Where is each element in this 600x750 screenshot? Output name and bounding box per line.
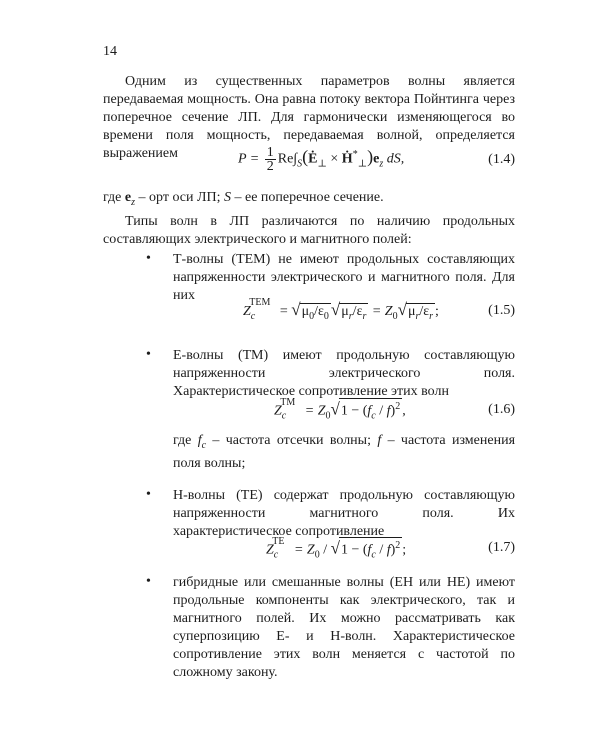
bullet-marker-2: • (146, 347, 151, 362)
eq4-over: / (375, 542, 387, 558)
equation-1-5 (243, 297, 439, 325)
page-number: 14 (103, 44, 117, 59)
eq2-radical1: √ (291, 300, 301, 319)
eq2-sub-c: c (250, 310, 256, 322)
eq1-times: × (326, 151, 342, 167)
note-cutoff-frequency (173, 432, 515, 473)
paragraph-where-ez (103, 189, 515, 212)
eq1-frac-num: 1 (266, 145, 274, 160)
eq1-h-vec: Ḣ (341, 151, 353, 167)
eq2-eq-mid: = Z (368, 304, 393, 319)
eq1-ez: e (373, 151, 380, 167)
eq3-sup: TM (280, 397, 296, 408)
eq4-z: Z (266, 542, 274, 558)
eq4-eq: = Z (290, 542, 315, 558)
eq4-z0-sub: 0 (314, 549, 320, 561)
eq2-z: Z (243, 304, 251, 319)
n1-fc: f (197, 433, 202, 448)
n1-f: f (377, 433, 382, 448)
eq2-z0-sub: 0 (392, 310, 398, 322)
eq2-radical3: √ (397, 300, 407, 319)
equation-number-1-7: (1.7) (488, 540, 515, 555)
p2-prefix: где (103, 190, 122, 205)
eq4-sub-c: c (273, 549, 279, 561)
paragraph-wave-types: Типы волн в ЛП различаются по наличию продольных составляющих электрического и магнитного полей: (103, 214, 515, 247)
equation-1-7 (266, 537, 406, 563)
eq4-fc-sub: c (371, 549, 376, 561)
eq2-eps0-sub: 0 (323, 310, 329, 322)
p2-ez: e (124, 190, 132, 205)
eq2-mur-sub: r (348, 310, 353, 322)
eq2-mu0: μ (301, 304, 310, 319)
eq4-radical: √ (330, 538, 340, 558)
eq2-sqrt1 (300, 303, 331, 325)
p2-rest: – ее поперечное сечение. (231, 190, 384, 205)
eq2-slash1: / (314, 304, 319, 319)
bullet-te: Н-волны (ТЕ) содержат продольную составляющую напряженности магнитного поля. Их характеристическое сопротивление (173, 488, 515, 539)
eq3-closep: ) (390, 403, 396, 419)
eq3-z0-sub: 0 (325, 410, 331, 422)
eq2-sqrt2 (339, 303, 368, 325)
eq3-f: f (386, 403, 391, 419)
eq4-slash: / (319, 542, 331, 558)
eq1-open: ( (302, 146, 309, 167)
eq1-half-fraction (265, 146, 276, 173)
eq1-frac-den: 2 (266, 159, 274, 174)
bullet-tm: Е-волны (ТМ) имеют продольную составляющую напряженности электрического поля. Характеристическое сопротивление этих волн (173, 348, 515, 399)
eq2-sup: TEM (249, 297, 271, 309)
p2-ez-sub: z (131, 196, 136, 208)
eq2-epsr-2: ε (423, 304, 430, 319)
eq4-end: ; (402, 542, 407, 558)
eq2-end: ; (435, 304, 439, 319)
eq2-radical2: √ (330, 300, 341, 319)
eq2-epsr: ε (356, 304, 363, 319)
n1-fc-sub: c (201, 439, 207, 451)
n1-mid: – частота отсечки волны; (206, 433, 378, 448)
eq1-star: * (352, 149, 358, 161)
paragraph-power: Одним из существенных параметров волны является передаваемая мощность. Она равна потоку вектора Пойнтинга через поперечное сечение ЛП. Для гармонически изменяющегося во времени поля мощность, передаваемая волной, определяется выражением (103, 74, 515, 161)
eq3-sqrt (339, 398, 402, 424)
equation-1-6 (274, 398, 406, 424)
equation-number-1-5: (1.5) (488, 303, 515, 318)
eq1-perp1: ⊥ (317, 158, 327, 170)
equation-1-4 (238, 146, 404, 173)
eq3-z: Z (274, 403, 282, 419)
eq4-sqrt (339, 537, 402, 563)
bullet-hybrid: гибридные или смешанные волны (ЕН или НЕ) имеют продольные компоненты как электрического, так и магнитного полей. Их можно рассматривать как суперпозицию Е- и Н-волн. Характеристическое сопротивление этих волн меняется с частотой по сложному закону. (173, 575, 515, 680)
p2-mid: – орт оси ЛП; (135, 190, 224, 205)
eq4-fc: f (367, 542, 372, 558)
eq3-eq: = Z (301, 403, 326, 419)
bullet-marker-1: • (146, 251, 151, 266)
eq2-mur-sub-2: r (415, 310, 420, 322)
eq3-fc-sub: c (371, 410, 376, 422)
eq1-close: ) (367, 146, 374, 167)
eq4-sup: TE (272, 536, 285, 547)
n1-prefix: где (173, 433, 198, 448)
eq2-sqrt3 (406, 303, 435, 325)
n1-rest: – частота изменения поля волны; (173, 433, 516, 471)
eq4-closep: ) (390, 542, 396, 558)
eq2-epsr-sub: r (362, 310, 367, 322)
eq4-f: f (386, 542, 391, 558)
eq1-ds: dS, (383, 151, 405, 167)
eq1-sub-s: S (297, 158, 303, 170)
eq1-integral: Re∫ (277, 151, 298, 167)
eq2-eps0: ε (318, 304, 324, 319)
equation-number-1-4: (1.4) (488, 152, 515, 167)
eq1-perp2: ⊥ (357, 158, 368, 170)
eq2-mu0-sub: 0 (309, 310, 315, 322)
eq2-slash2: / (352, 304, 357, 319)
eq3-fc: f (367, 403, 372, 419)
bullet-tem: Т-волны (ТЕМ) не имеют продольных составляющих напряженности электрического и магнитного поля. Для них (173, 252, 515, 303)
eq4-radicand: 1 − ( (340, 542, 368, 558)
eq2-mur: μ (341, 304, 349, 319)
eq1-lhs: P = (238, 151, 260, 167)
p2-s: S (224, 190, 231, 205)
eq4-pow: 2 (395, 540, 401, 551)
eq1-ez-sub: z (379, 158, 384, 170)
eq3-over: / (375, 403, 387, 419)
bullet-marker-4: • (146, 574, 151, 589)
eq3-sub-c: c (281, 410, 287, 422)
eq3-end: , (402, 403, 406, 419)
eq2-slash3: / (419, 304, 424, 319)
eq2-mur-2: μ (407, 304, 416, 319)
eq2-epsr-sub-2: r (429, 310, 434, 322)
eq1-e-vec: Ė (308, 151, 318, 167)
eq3-radicand: 1 − ( (340, 403, 368, 419)
eq3-radical: √ (330, 399, 340, 419)
eq3-pow: 2 (395, 401, 401, 412)
eq2-eq: = (276, 304, 292, 319)
bullet-marker-3: • (146, 487, 151, 502)
equation-number-1-6: (1.6) (488, 402, 515, 417)
